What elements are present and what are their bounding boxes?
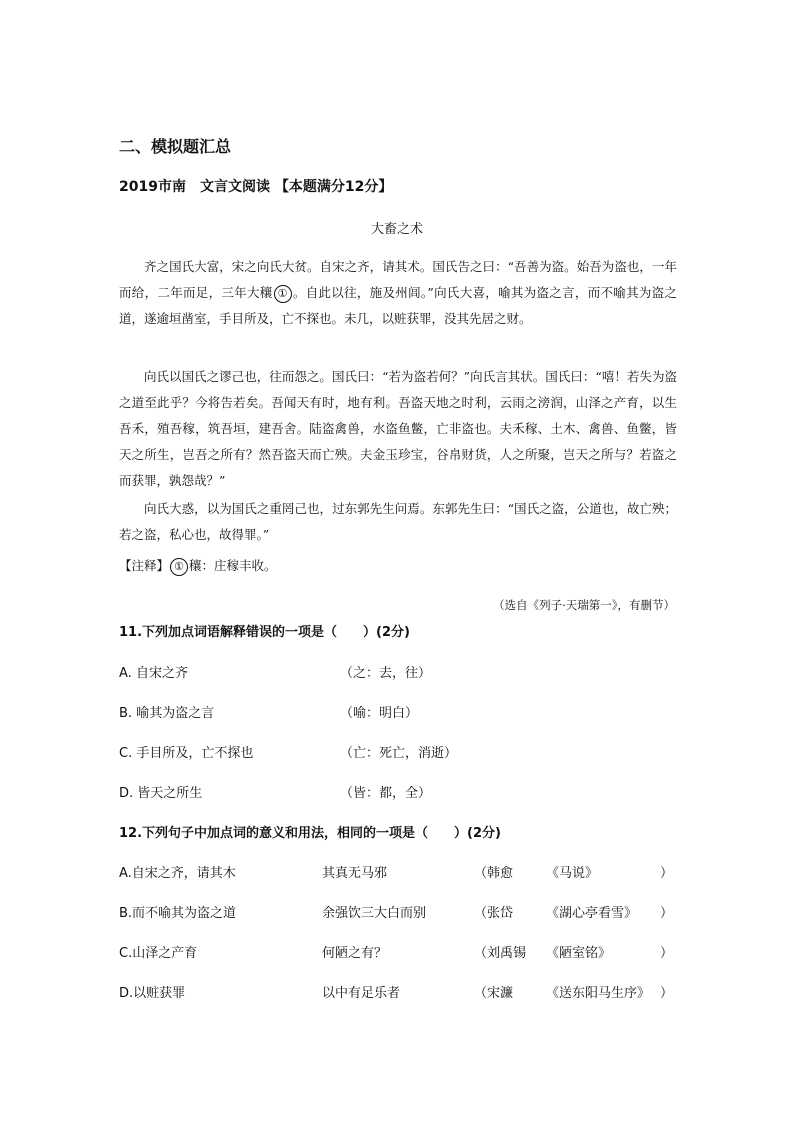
passage-paragraph-3: 向氏大惑，以为国氏之重罔己也，过东郭先生问焉。东郭先生曰：“国氏之盗，公道也，故亡殃；若之盗，私心也，故得罪。”: [119, 501, 677, 542]
note-text: 穰：庄稼丰收。: [189, 558, 277, 573]
q12-author-d: （宋濂: [474, 986, 514, 1001]
option-letter: A.: [119, 666, 132, 681]
q12-close-b: ）: [660, 906, 674, 921]
q11-option-a[interactable]: [119, 662, 188, 681]
footnote-marker: ①: [274, 285, 292, 303]
option-letter: B.: [119, 706, 133, 721]
note-label: 【注释】: [119, 558, 170, 573]
q12-work-d: 《送东阳马生序》: [546, 986, 651, 1001]
q12-author-b: （张岱: [474, 906, 514, 921]
q11-gloss-d: （皆：都，全）: [340, 786, 432, 801]
option-letter: C.: [119, 746, 133, 761]
q11-option-d[interactable]: [119, 782, 202, 801]
q12-close-c: ）: [660, 946, 674, 961]
q12-option-b[interactable]: B.而不喻其为盗之道: [119, 906, 237, 921]
section-heading: 二、模拟题汇总: [119, 137, 232, 156]
q11-gloss-c: （亡：死亡，消逝）: [340, 746, 458, 761]
p1-before: 齐之国氏大富，宋之向氏大贫。自宋之齐，请其术。国氏告之曰：“吾善为盗。始吾为盗也，一年而给，二年而足，三年大穰: [119, 259, 677, 300]
option-text: 自宋之齐: [135, 666, 188, 681]
q12-close-a: ）: [660, 866, 674, 881]
q12-option-d[interactable]: D.以赃获罪: [119, 986, 186, 1001]
question-12-stem: 12.下列句子中加点词的意义和用法，相同的一项是（ ）(2分): [119, 826, 501, 841]
citation: （选自《列子·天瑞第一》，有删节）: [493, 598, 675, 612]
q12-work-b: 《湖心亭看雪》: [546, 906, 638, 921]
q12-author-a: （韩愈: [474, 866, 514, 881]
option-letter: D.: [119, 786, 134, 801]
q12-compare-a: 其真无马邪: [322, 866, 388, 881]
q11-option-b[interactable]: [119, 702, 214, 721]
passage-paragraph-2: 向氏以国氏之谬己也，往而怨之。国氏曰：“若为盗若何？”向氏言其状。国氏曰：“嘻！若失为盗之道至此乎？今将告若矣。吾闻天有时，地有利。吾盗天地之时利，云雨之滂润，山泽之产育，以生吾禾，殖吾稼，筑吾垣，建吾舍。陆盗禽兽，水盗鱼鳖，亡非盗也。夫禾稼、土木、禽兽、鱼鳖，皆天之所生，岂吾之所有？然吾盗天而亡殃。夫金玉珍宝，谷帛财货，人之所聚，岂天之所与？若盗之而获罪，孰怨哉？”: [119, 369, 677, 488]
question-11-stem: 11.下列加点词语解释错误的一项是（ ）(2分): [119, 625, 410, 640]
q12-option-a[interactable]: A.自宋之齐，请其木: [119, 866, 236, 881]
q11-gloss-b: （喻：明白）: [340, 706, 419, 721]
q12-author-c: （刘禹锡: [474, 946, 527, 961]
note-marker: ①: [170, 558, 188, 576]
option-text: 喻其为盗之言: [136, 706, 215, 721]
passage-title: 大畜之术: [370, 222, 423, 237]
option-text: 手目所及，亡不探也: [136, 746, 254, 761]
p1-after: 。自此以往，施及州闾。”向氏大喜，喻其为盗之言，而不喻其为盗之道，遂逾垣凿室，手目所及，亡不探也。未几，以赃获罪，没其先居之财。: [119, 285, 677, 326]
q12-work-c: 《陋室铭》: [546, 946, 612, 961]
q12-compare-b: 余强饮三大白而别: [322, 906, 427, 921]
q12-compare-c: 何陋之有？: [322, 946, 388, 961]
source-line: 2019市南 文言文阅读 【本题满分12分】: [119, 179, 393, 195]
passage-paragraph-1: [119, 254, 677, 332]
q12-option-c[interactable]: C.山泽之产育: [119, 946, 198, 961]
annotation: [119, 556, 277, 576]
option-text: 皆天之所生: [137, 786, 203, 801]
q11-gloss-a: （之：去，往）: [340, 666, 432, 681]
q12-compare-d: 以中有足乐者: [322, 986, 401, 1001]
q11-option-c[interactable]: [119, 742, 253, 761]
q12-close-d: ）: [660, 986, 674, 1001]
q12-work-a: 《马说》: [546, 866, 599, 881]
